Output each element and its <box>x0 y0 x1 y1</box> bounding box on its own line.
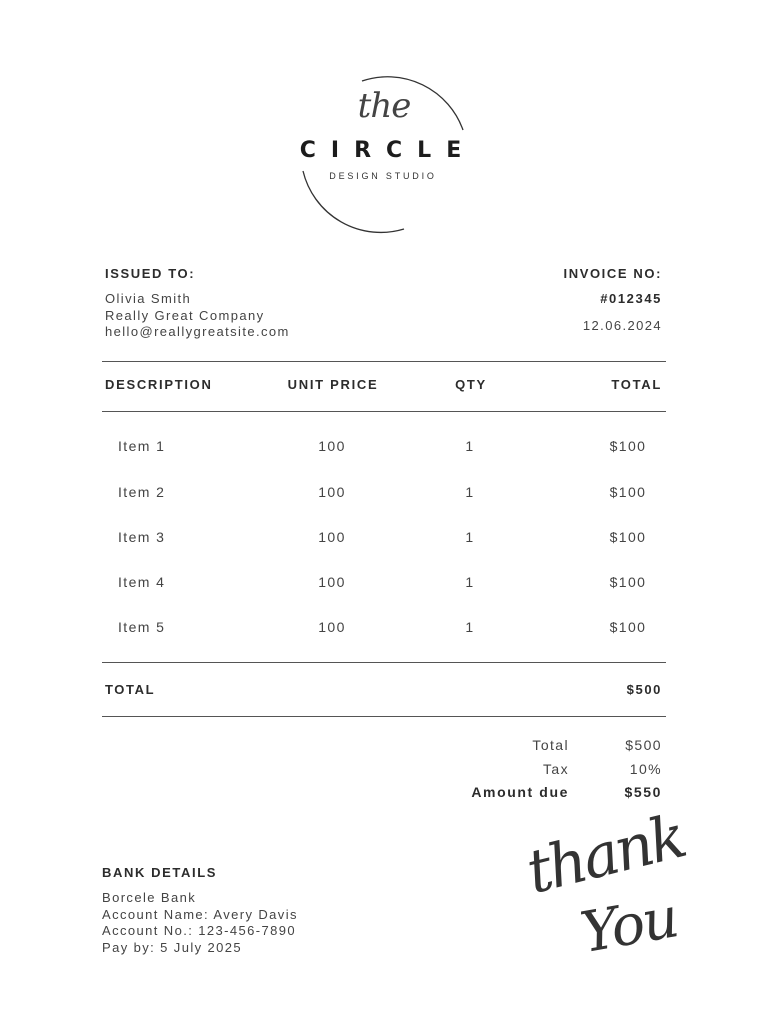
summary-total-value: $500 <box>625 737 662 753</box>
row-description: Item 3 <box>118 529 166 545</box>
logo-name: CIRCLE <box>299 138 477 163</box>
row-total: $100 <box>609 529 647 545</box>
bank-details-label: BANK DETAILS <box>102 865 218 880</box>
header-total: TOTAL <box>611 377 662 392</box>
issued-to-label: ISSUED TO: <box>105 266 196 281</box>
header-qty: QTY <box>455 377 487 392</box>
table-row <box>0 619 768 639</box>
divider <box>102 716 666 717</box>
row-qty: 1 <box>465 574 475 590</box>
table-row <box>0 438 768 458</box>
row-total: $100 <box>609 619 647 635</box>
row-qty: 1 <box>465 484 475 500</box>
header-unit-price: UNIT PRICE <box>287 377 379 392</box>
summary-due-value: $550 <box>624 784 662 800</box>
summary-tax-value: 10% <box>629 761 662 777</box>
logo <box>280 68 490 238</box>
row-total: $100 <box>609 438 647 454</box>
row-total: $100 <box>609 484 647 500</box>
summary-total-label: Total <box>532 737 569 753</box>
row-description: Item 5 <box>118 619 166 635</box>
bank-pay-by: Pay by: 5 July 2025 <box>102 940 243 955</box>
table-total-label: TOTAL <box>105 682 156 697</box>
row-unit-price: 100 <box>318 484 346 500</box>
thank-text: thank <box>520 801 691 908</box>
thank-you-signature <box>512 801 692 990</box>
divider <box>102 662 666 663</box>
row-qty: 1 <box>465 619 475 635</box>
row-description: Item 2 <box>118 484 166 500</box>
row-qty: 1 <box>465 438 475 454</box>
table-row <box>0 529 768 549</box>
row-description: Item 1 <box>118 438 166 454</box>
table-row <box>0 484 768 504</box>
row-unit-price: 100 <box>318 529 346 545</box>
client-name: Olivia Smith <box>105 291 192 306</box>
divider <box>102 361 666 362</box>
row-description: Item 4 <box>118 574 166 590</box>
bank-name: Borcele Bank <box>102 890 197 905</box>
bank-account-number: Account No.: 123-456-7890 <box>102 923 296 938</box>
invoice-label: INVOICE NO: <box>563 266 662 281</box>
table-total-value: $500 <box>626 682 662 697</box>
summary-tax-label: Tax <box>543 761 569 777</box>
row-qty: 1 <box>465 529 475 545</box>
row-total: $100 <box>609 574 647 590</box>
client-email: hello@reallygreatsite.com <box>105 324 290 339</box>
client-company: Really Great Company <box>105 308 265 323</box>
header-description: DESCRIPTION <box>105 377 213 392</box>
row-unit-price: 100 <box>318 619 346 635</box>
invoice-date: 12.06.2024 <box>582 318 662 333</box>
divider <box>102 411 666 412</box>
bank-account-name: Account Name: Avery Davis <box>102 907 298 922</box>
logo-script: the <box>357 86 411 126</box>
table-row <box>0 574 768 594</box>
you-text: You <box>576 885 682 967</box>
invoice-number: #012345 <box>600 291 662 306</box>
row-unit-price: 100 <box>318 574 346 590</box>
logo-tagline: DESIGN STUDIO <box>329 171 437 181</box>
row-unit-price: 100 <box>318 438 346 454</box>
summary-due-label: Amount due <box>471 784 569 800</box>
